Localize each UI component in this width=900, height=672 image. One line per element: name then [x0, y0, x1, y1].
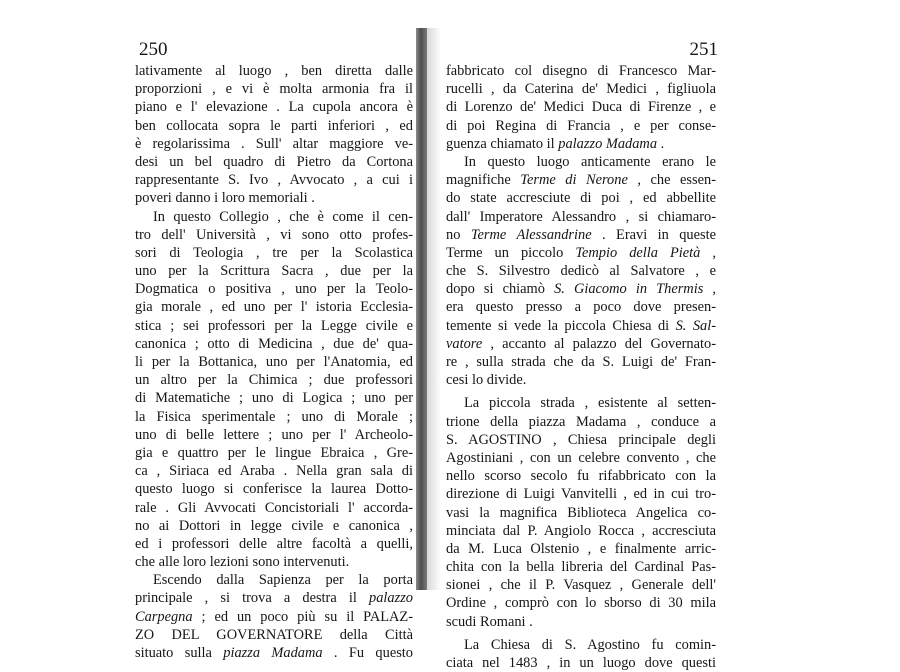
text-line: che S. Silvestro dedicò al Salvatore , e — [446, 263, 716, 280]
text-line: In questo Collegio , che è come il cen- — [153, 208, 413, 225]
text-line: piano e l' elevazione . La cupola ancora è — [135, 99, 413, 116]
page-number-right: 251 — [689, 39, 718, 60]
text-line: da M. Luca Olstenio , e finalmente arric- — [446, 540, 716, 557]
text-line: cesi lo divide. — [446, 372, 527, 389]
left-page-text — [135, 62, 413, 662]
gutter-page-curve — [427, 28, 441, 590]
text-line: di poi Regina di Francia , e per conse- — [446, 117, 716, 134]
text-line: vasi la magnifica Biblioteca Angelica co- — [446, 504, 716, 521]
text-line: Ordine , comprò con lo sborso di 30 mila — [446, 595, 716, 612]
text-line: desi un bel quadro di Pietro da Cortona — [135, 153, 413, 170]
text-line: temente si vede la piccola Chiesa di S. Sal- — [446, 317, 716, 334]
text-line: dopo si chiamò S. Giacomo in Thermis , — [446, 281, 716, 298]
text-line: era questo presso a poco dove presen- — [446, 299, 716, 316]
text-line: In questo luogo anticamente erano le — [464, 153, 716, 170]
right-page-text — [446, 62, 716, 672]
text-line: magnifiche Terme di Nerone , che essen- — [446, 172, 716, 189]
text-line: scudi Romani . — [446, 613, 533, 630]
text-line: La piccola strada , esistente al setten- — [464, 395, 716, 412]
text-line: gia morale , ed uno per l' istoria Ecclesia- — [135, 299, 413, 316]
text-line: S. AGOSTINO , Chiesa principale degli — [446, 431, 716, 448]
text-line: ZO DEL GOVERNATORE della Città — [135, 626, 413, 643]
text-line: uno per la Scrittura Sacra , due per la — [135, 263, 413, 280]
text-line: minciata dal P. Angiolo Rocca , accresciuta — [446, 522, 716, 539]
text-line: un altro per la Chimica ; due professori — [135, 372, 413, 389]
text-line: no ai Dottori in legge civile e canonica , — [135, 517, 413, 534]
text-line: principale , si trova a destra il palazzo — [135, 590, 413, 607]
text-line: rale . Gli Avvocati Concistoriali l' accorda- — [135, 499, 413, 516]
text-line: tro dell' Università , vi sono otto profes- — [135, 226, 413, 243]
text-line: sionei , che il P. Vasquez , Generale dell' — [446, 577, 716, 594]
text-line: è regolarissima . Sull' altar maggiore ve- — [135, 135, 413, 152]
book-gutter-shadow — [416, 28, 427, 590]
text-line: proporzioni , e vi è molta armonia fra il — [135, 81, 413, 98]
text-line: poveri danno i loro memoriali . — [135, 190, 315, 207]
text-line: la Fisica sperimentale ; uno di Morale ; — [135, 408, 413, 425]
text-line: Agostiniani , con un celebre convento , che — [446, 449, 716, 466]
text-line: lativamente al luogo , ben diretta dalle — [135, 63, 413, 79]
text-line: trione della piazza Madama , conduce a — [446, 413, 716, 430]
text-line: Dogmatica o positiva , uno per la Teolo- — [135, 281, 413, 298]
text-line: questo luogo si conferisce la laurea Dotto- — [135, 481, 413, 498]
text-line: situato sulla piazza Madama . Fu questo — [135, 645, 413, 661]
text-line: uno di belle lettere ; uno per l' Archeolo- — [135, 426, 413, 443]
page-number-left: 250 — [139, 39, 168, 60]
text-line: do state accresciute di poi , ed abbellite — [446, 190, 716, 207]
text-line: canonica ; otto di Medicina , due de' qua- — [135, 335, 413, 352]
text-line: stica ; sei professori per la Legge civile e — [135, 317, 413, 334]
text-line: dall' Imperatore Alessandro , si chiamaro- — [446, 208, 716, 225]
text-line: gia e quattro per le lingue Ebraica , Gre- — [135, 444, 413, 461]
text-line: rucelli , da Caterina de' Medici , figliuola — [446, 81, 716, 98]
text-line: Escendo dalla Sapienza per la porta — [153, 572, 413, 589]
text-line: direzione di Luigi Vanvitelli , ed in cui tro- — [446, 486, 716, 503]
text-line: vatore , accanto al palazzo del Governato- — [446, 335, 716, 352]
text-line: no Terme Alessandrine . Eravi in queste — [446, 226, 716, 243]
text-line: li per la Bottanica, uno per l'Anatomia, ed — [135, 354, 413, 370]
left-page — [135, 0, 413, 661]
text-line: La Chiesa di S. Agostino fu comin- — [464, 636, 716, 653]
text-line: sori di Teologia , tre per la Scolastica — [135, 244, 413, 261]
text-line: guenza chiamato il palazzo Madama . — [446, 135, 665, 152]
text-line: re , sulla strada che da S. Luigi de' Fran- — [446, 354, 716, 370]
text-line: di Matematiche ; uno di Logica ; uno per — [135, 390, 413, 407]
text-line: ed i professori delle altre facoltà a quelli, — [135, 535, 413, 552]
text-line: chita con la bella libreria del Cardinal Pas- — [446, 559, 716, 576]
text-line: ben collocata sopra le parti inferiori , ed — [135, 117, 413, 134]
text-line: nello scorso secolo fu rifabbricato con la — [446, 468, 716, 485]
text-line: ca , Siriaca ed Araba . Nella gran sala di — [135, 463, 413, 480]
right-page — [446, 0, 718, 671]
text-line: rappresentante S. Ivo , Avvocato , a cui i — [135, 172, 413, 189]
text-line: fabbricato col disegno di Francesco Mar- — [446, 63, 716, 79]
text-line: che alle loro lezioni sono intervenuti. — [135, 554, 350, 571]
text-line: ciata nel 1483 , in un luogo dove questi — [446, 655, 716, 671]
text-line: Carpegna ; ed un poco più su il PALAZ- — [135, 608, 413, 625]
text-line: Terme un piccolo Tempio della Pietà , — [446, 244, 716, 261]
text-line: di Lorenzo de' Medici Duca di Firenze , e — [446, 99, 716, 116]
